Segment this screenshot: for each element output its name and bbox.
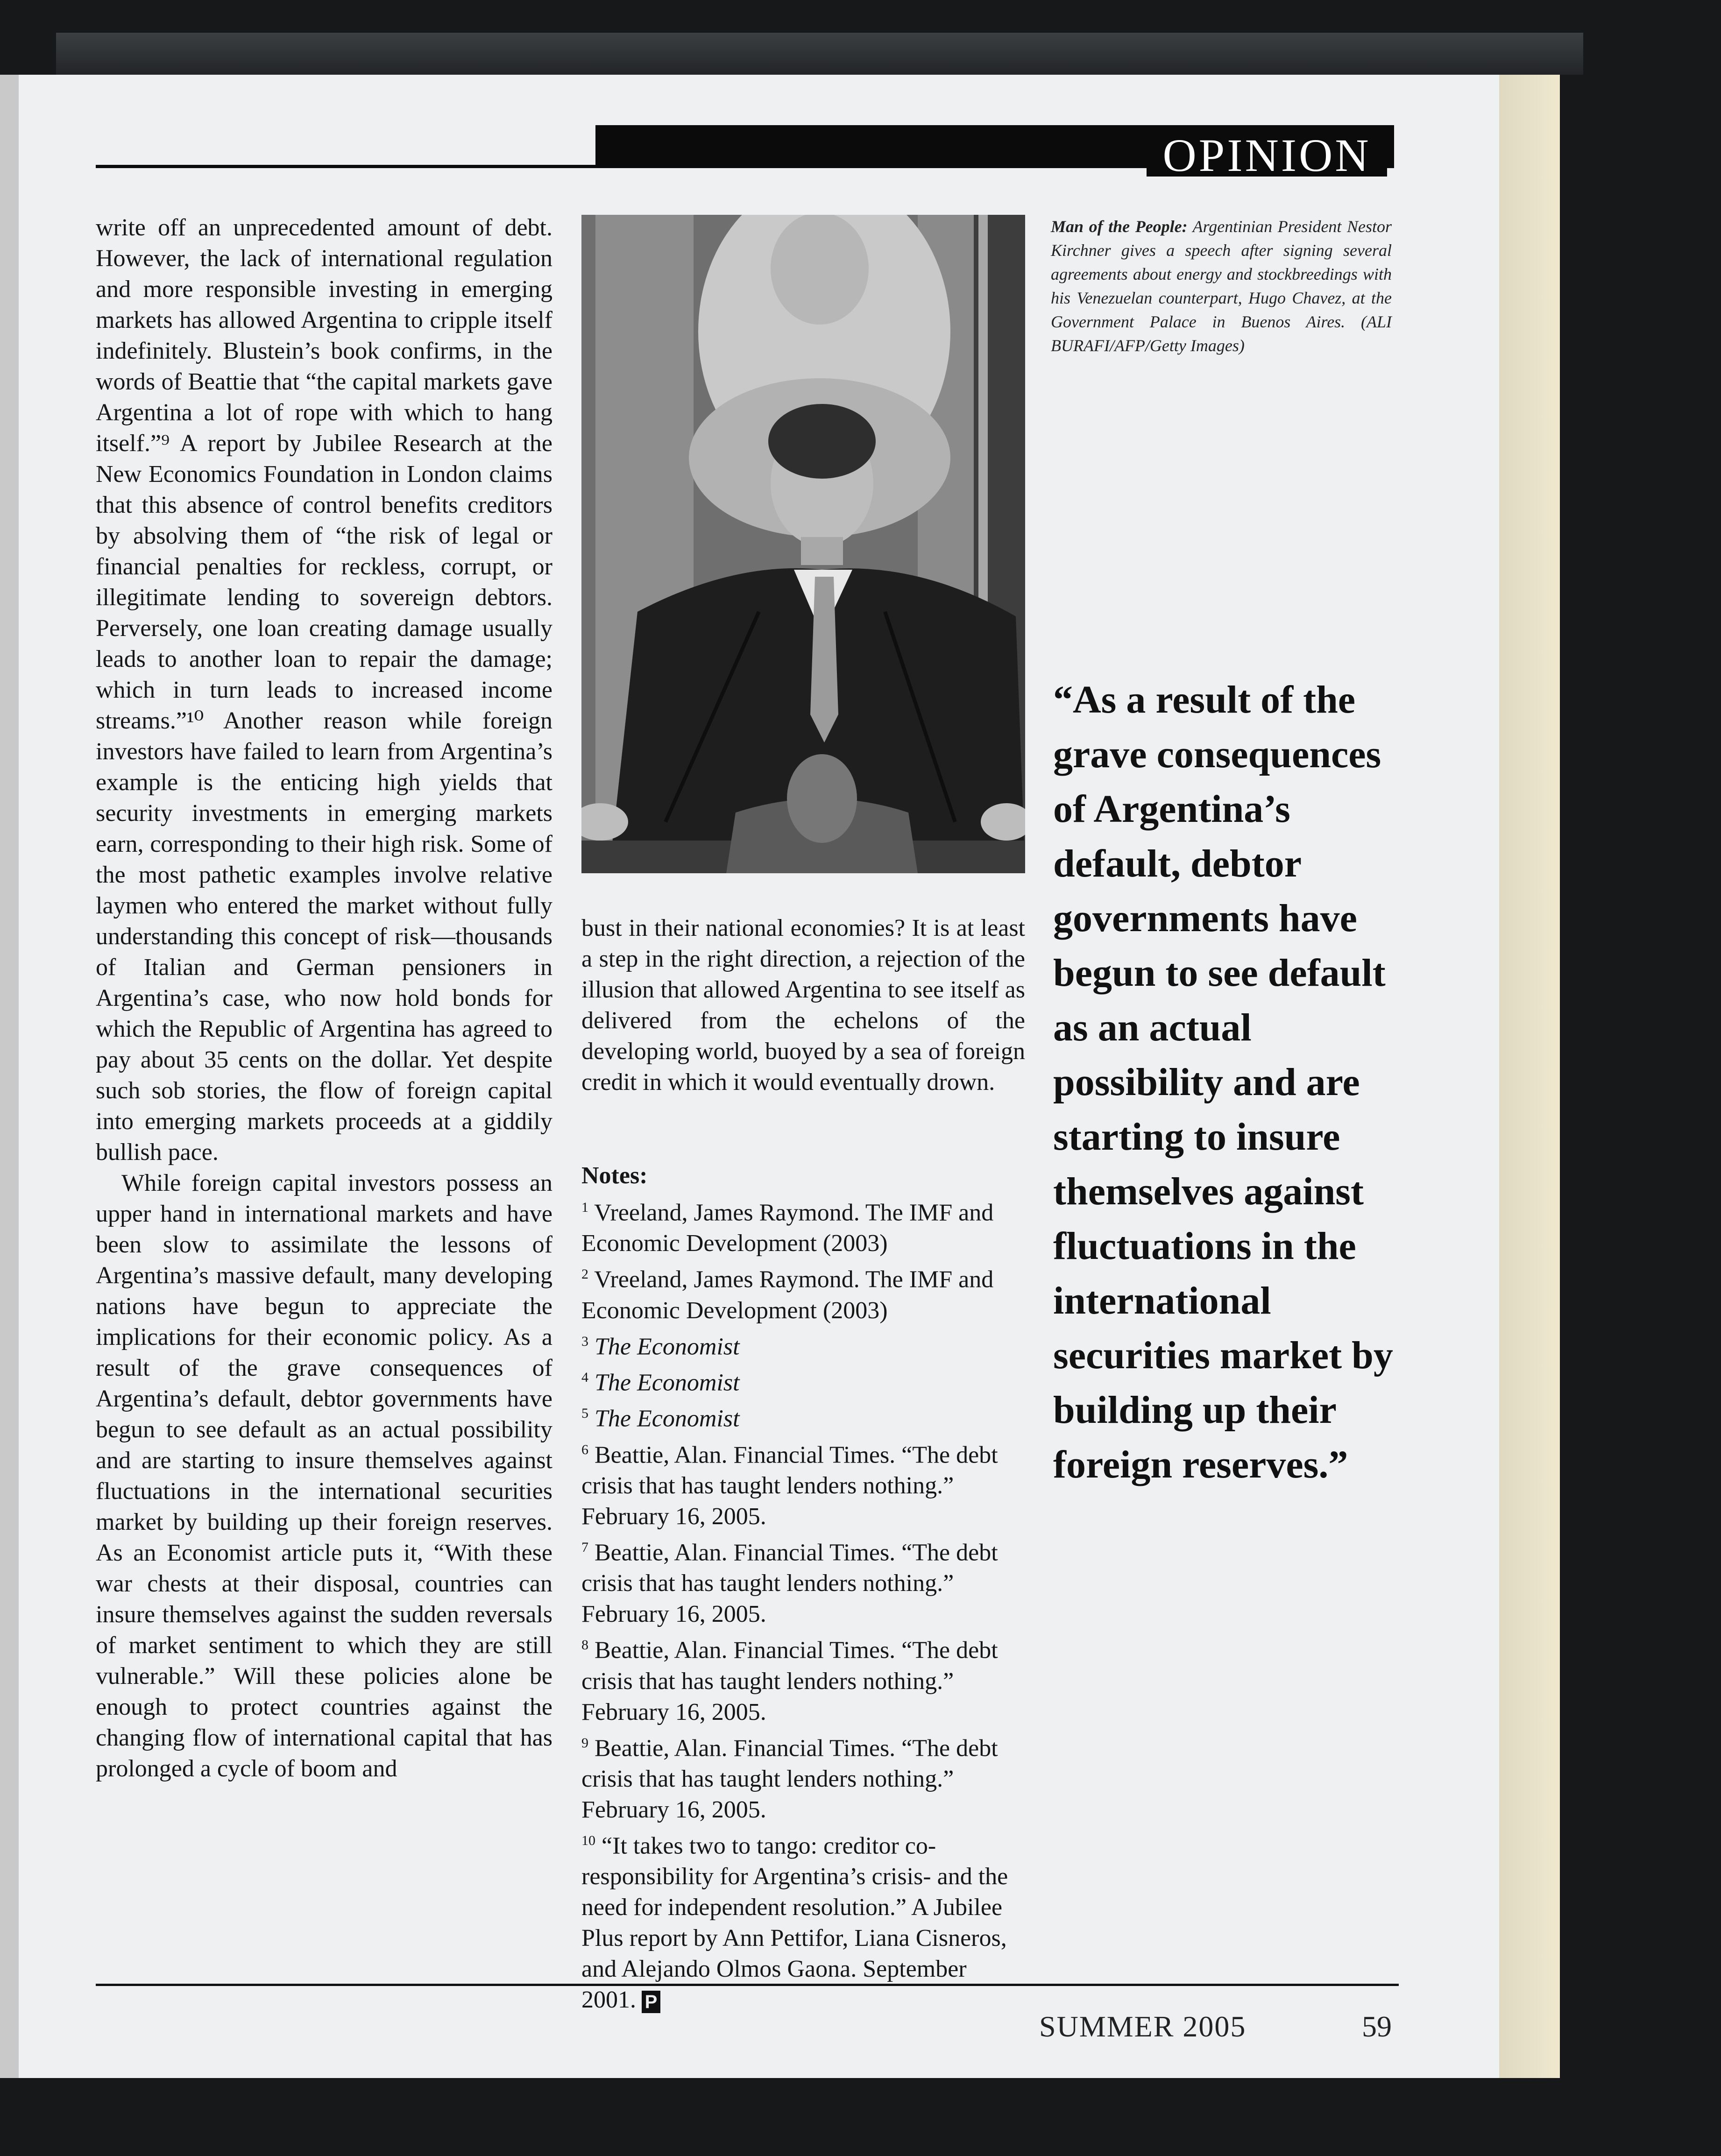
body-column-2 [581, 913, 1025, 1098]
body-paragraph: bust in their national economies? It is at least a step in the right direction, a rejection of the illusion that allowed Argentina to see itself as delivered from the echelons of the developing world, buoyed by a sea of foreign credit in which it would eventually drown. [581, 915, 1025, 1096]
caption-text: Argentinian President Nestor Kirchner gives a speech after signing several agreements about energy and stockbreedings with his Venezuelan counterpart, Hugo Chavez, at the Government Palace in Buenos Aires. (ALI BURAFI/AFP/Getty Images) [1051, 217, 1392, 355]
note-item: $^8$ Beattie, Alan. Financial Times. “The debt crisis that has taught lenders nothing.” February 16, 2005. [581, 1637, 998, 1725]
notes-title: Notes: [581, 1162, 648, 1189]
notes-section [581, 1160, 1025, 2015]
note-item: $^4$ The Economist [581, 1369, 740, 1396]
binder-edge [56, 33, 1583, 75]
issue-label: SUMMER 2005 [1039, 2010, 1246, 2043]
pull-quote: “As a result of the grave consequences of Argentina’s default, debtor governments have begun to see default as an actual possibility and are starting to insure themselves against fluctuations in the international securities market by building up their foreign reserves.” [1053, 678, 1393, 1486]
note-item: $^1$ Vreeland, James Raymond. The IMF and Economic Development (2003) [581, 1199, 994, 1257]
note-item: $^6$ Beattie, Alan. Financial Times. “The debt crisis that has taught lenders nothing.” February 16, 2005. [581, 1441, 998, 1530]
photo-caption [1051, 215, 1392, 358]
body-paragraph: write off an unprecedented amount of debt. However, the lack of international regulation and more responsible investing in emerging markets has allowed Argentina to cripple itself indefinitely. Blustein’s book confirms, in the words of Beattie that “the capital markets gave Argentina a lot of rope with which to hang itself.”⁹ A report by Jubilee Research at the New Economics Foundation in London claims that this absence of control benefits creditors by absolving them of “the risk of legal or financial penalties for reckless, corrupt, or illegitimate lending to sovereign debtors. Perversely, one loan creating damage usually leads to another loan to repair the damage; which in turn leads to increased income streams.”¹⁰ Another reason while foreign investors have failed to learn from Argentina’s example is the enticing high yields that security investments in emerging markets earn, corresponding to their high risk. Some of the most pathetic examples involve relative laymen who entered the market without fully understanding this concept of risk—thousands of Italian and German pensioners in Argentina’s case, who now hold bonds for which the Republic of Argentina has agreed to pay about 35 cents on the dollar. Yet despite such sob stories, the flow of foreign capital into emerging markets proceeds at a giddily bullish pace. [96, 214, 552, 1166]
note-item: $^9$ Beattie, Alan. Financial Times. “The debt crisis that has taught lenders nothing.” February 16, 2005. [581, 1734, 998, 1823]
previous-page-edge [0, 75, 19, 2078]
end-of-article-icon: P [642, 1991, 660, 2013]
magazine-page [19, 75, 1499, 2078]
note-item: $^7$ Beattie, Alan. Financial Times. “The debt crisis that has taught lenders nothing.” February 16, 2005. [581, 1539, 998, 1628]
caption-title: Man of the People: [1051, 217, 1188, 236]
footer-rule [96, 1984, 1399, 1986]
note-item: $^5$ The Economist [581, 1405, 740, 1432]
note-item: $^{10}$ “It takes two to tango: creditor co-responsibility for Argentina’s crisis- and the need for independent resolution.” A Jubilee Plus report by Ann Pettifor, Liana Cisneros, and Alejando Olmos Gaona. September 2001. P [581, 1832, 1008, 2014]
body-paragraph: While foreign capital investors possess an upper hand in international markets and have been slow to assimilate the lessons of Argentina’s massive default, many developing nations have begun to appreciate the implications for their economic policy. As a result of the grave consequences of Argentina’s default, debtor governments have begun to see default as an actual possibility and are starting to insure themselves against fluctuations in the international securities market by building up their foreign reserves. As an Economist article puts it, “With these war chests at their disposal, countries can insure themselves against the sudden reversals of market sentiment to which they are still vulnerable.” Will these policies alone be enough to protect countries against the changing flow of international capital that has prolonged a cycle of boom and [96, 1170, 552, 1782]
note-item: $^3$ The Economist [581, 1333, 740, 1360]
body-column-1 [96, 212, 552, 1784]
note-item: $^2$ Vreeland, James Raymond. The IMF and Economic Development (2003) [581, 1266, 994, 1324]
kirchner-photo-illustration [581, 215, 1025, 873]
page-number: 59 [1362, 2010, 1392, 2043]
section-label: OPINION [1147, 134, 1387, 177]
kirchner-photo [581, 215, 1025, 873]
